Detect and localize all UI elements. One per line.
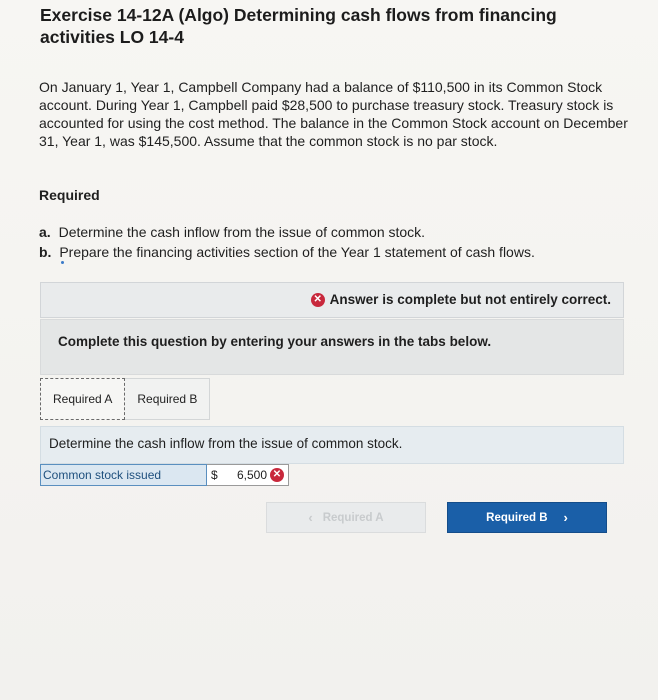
chevron-right-icon: ›	[563, 510, 568, 525]
incorrect-x-icon: ✕	[270, 468, 284, 482]
bullet-dot	[61, 261, 64, 264]
requirement-text: Prepare the financing activities section of the Year 1 statement of cash flows.	[59, 244, 535, 260]
requirement-b	[39, 242, 639, 262]
currency-symbol: $	[211, 468, 218, 482]
requirements-list	[39, 222, 639, 262]
requirement-a	[39, 222, 639, 242]
result-message-wrap	[311, 292, 611, 307]
requirement-label: b.	[39, 244, 52, 260]
problem-text: On January 1, Year 1, Campbell Company had a balance of $110,500 in its Common Stock account. During Year 1, Campbell paid $28,500 to purchase treasury stock. Treasury stock is accounted for using the cost method. The balance in the Common Stock account on December 31, Year 1, was $145,500. Assume that the common stock is no par stock.	[39, 79, 628, 149]
required-heading: Required	[39, 187, 100, 203]
tab-required-b[interactable]: Required B	[125, 378, 210, 420]
common-stock-issued-label: Common stock issued	[40, 464, 207, 486]
tab-bar	[40, 378, 210, 422]
instructions-box	[40, 319, 624, 375]
x-circle-icon: ✕	[311, 293, 325, 307]
chevron-left-icon: ‹	[308, 510, 313, 525]
exercise-title: Exercise 14-12A (Algo) Determining cash flows from financing activities LO 14-4	[40, 5, 557, 47]
tab-prompt-text: Determine the cash inflow from the issue of common stock.	[49, 436, 403, 451]
answer-value: 6,500	[236, 468, 267, 482]
previous-tab-button[interactable]	[266, 502, 426, 533]
result-message: Answer is complete but not entirely correct.	[329, 292, 611, 307]
instructions-text: Complete this question by entering your answers in the tabs below.	[58, 334, 492, 349]
previous-tab-label: Required A	[322, 511, 384, 524]
next-tab-label: Required B	[486, 511, 548, 524]
requirement-text: Determine the cash inflow from the issue of common stock.	[58, 224, 426, 240]
result-banner	[40, 282, 624, 318]
requirement-label: a.	[39, 224, 51, 240]
tab-prompt-box	[40, 426, 624, 464]
next-tab-button[interactable]	[447, 502, 607, 533]
answer-row	[40, 464, 289, 486]
tab-required-a[interactable]: Required A	[40, 378, 125, 420]
common-stock-issued-input[interactable]	[207, 464, 289, 486]
